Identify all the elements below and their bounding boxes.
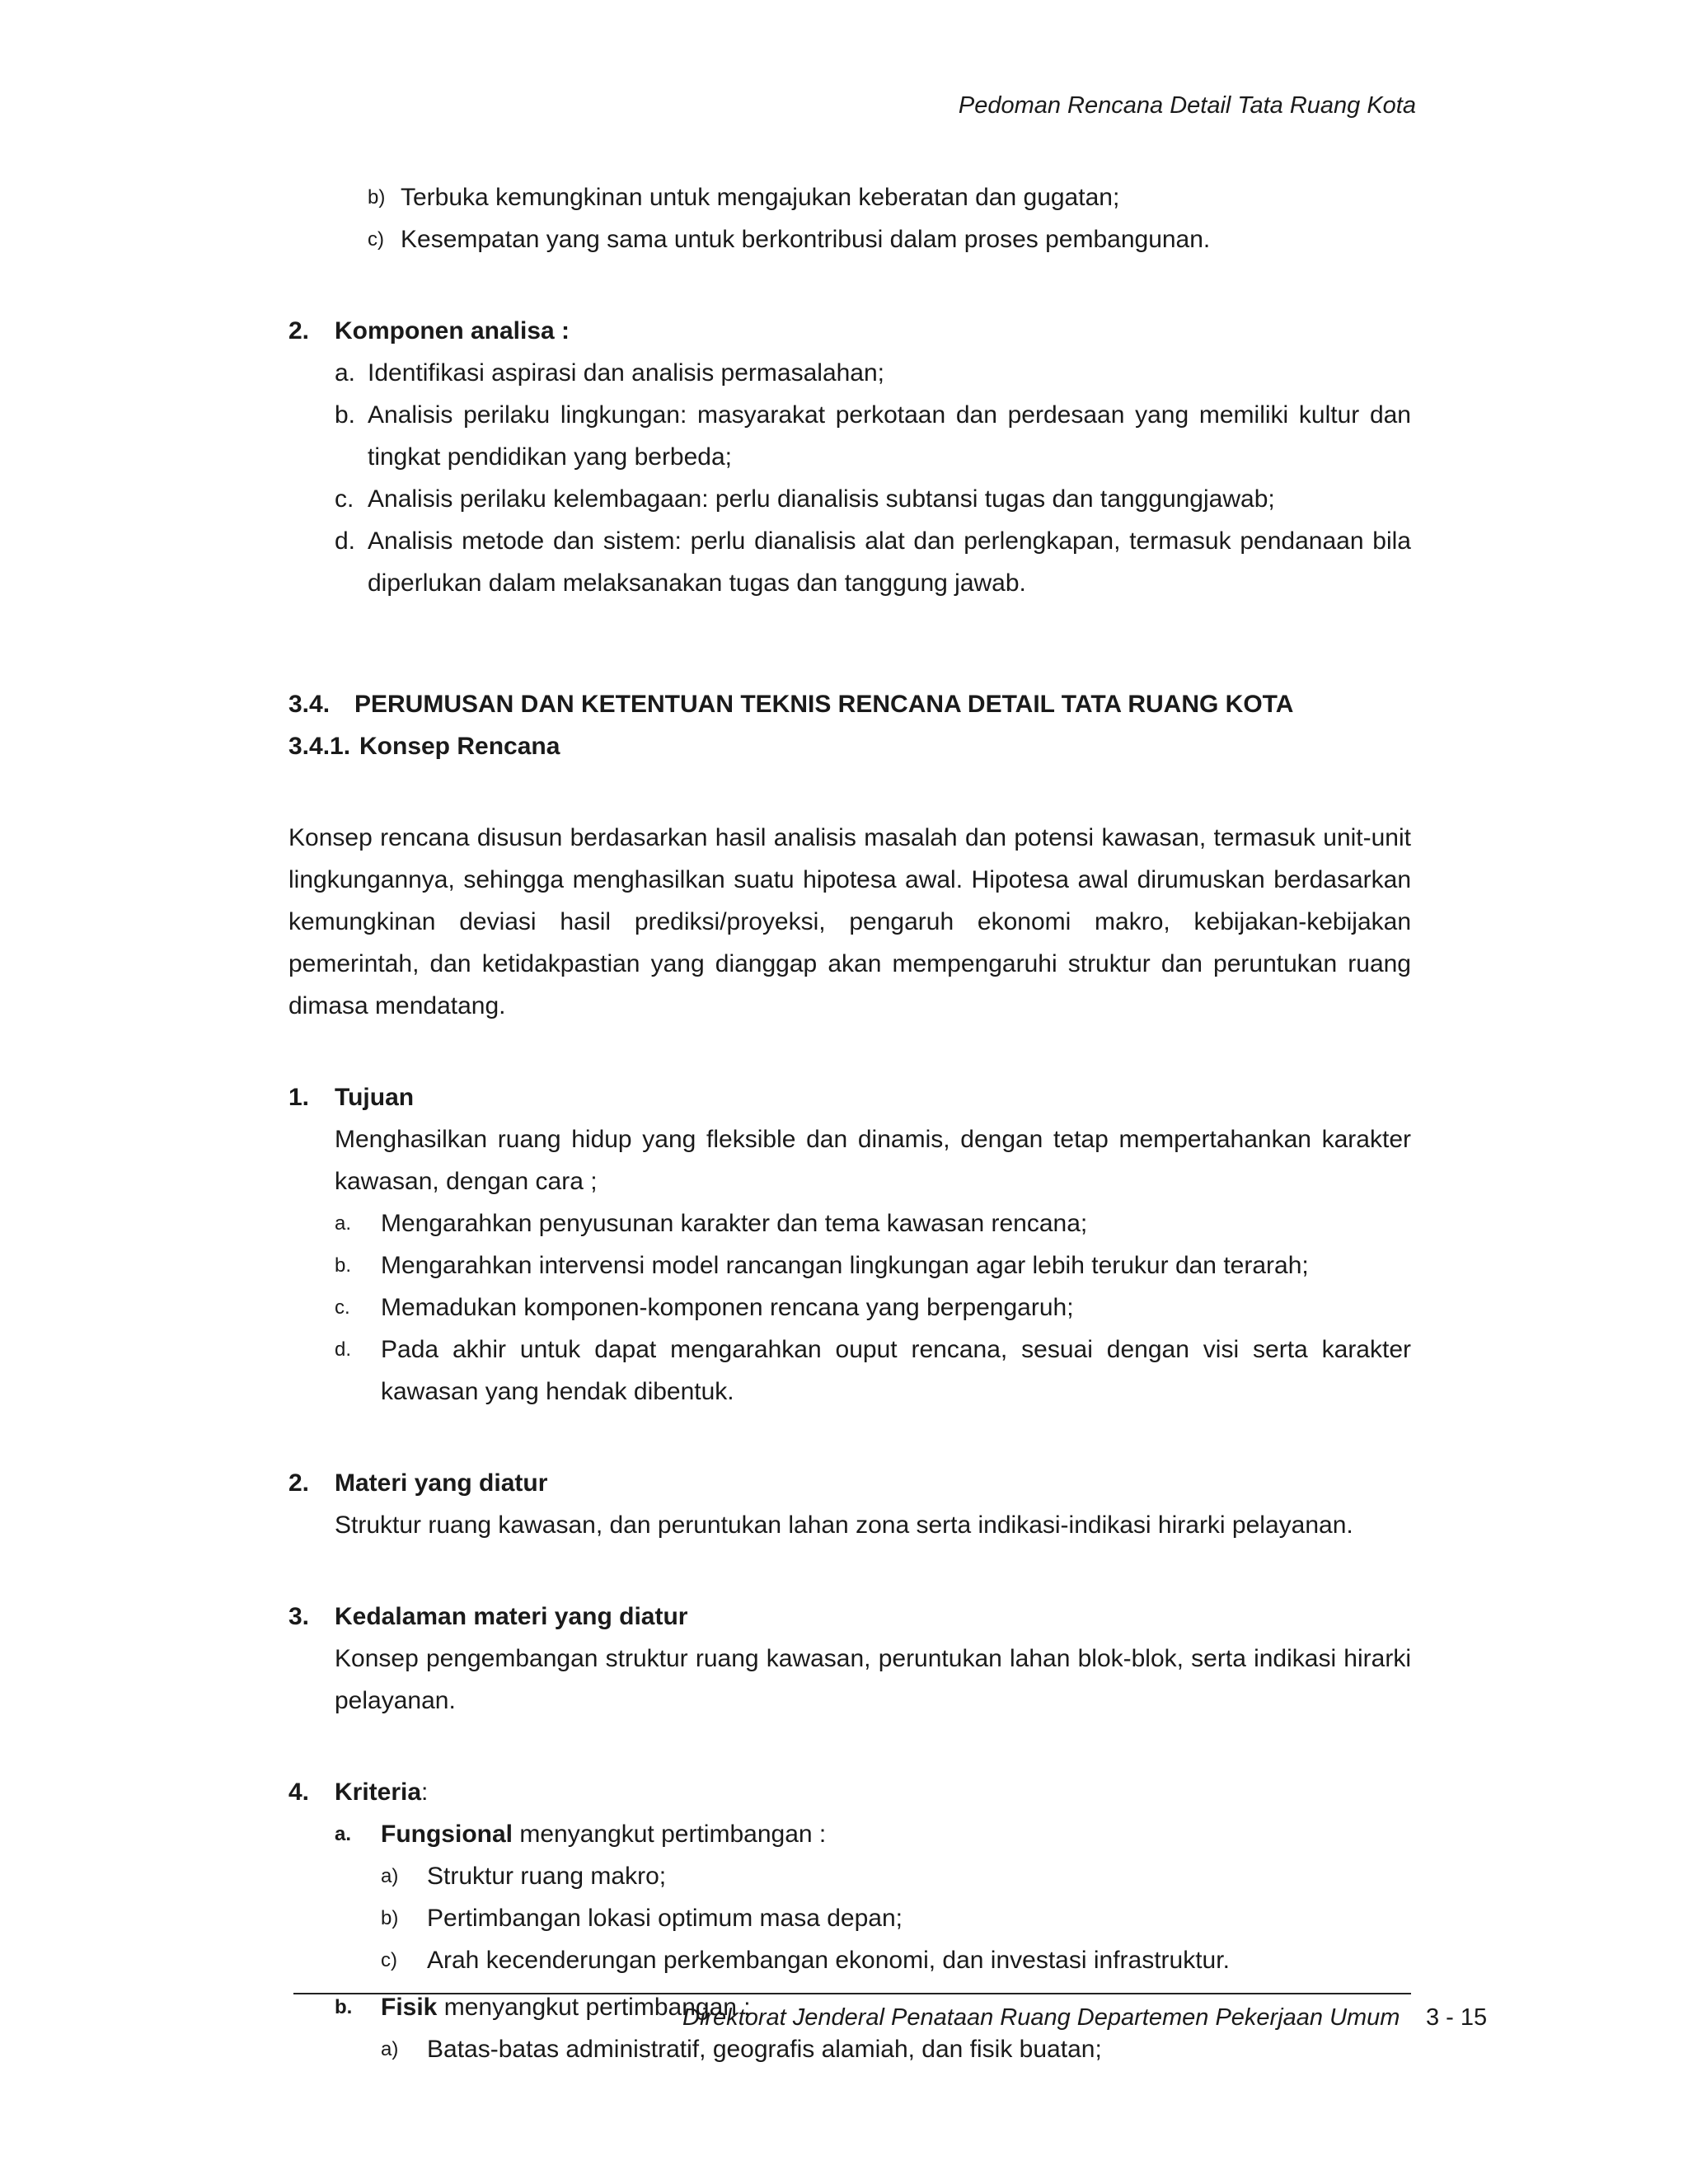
kedalaman-body: Konsep pengembangan struktur ruang kawasan, peruntukan lahan blok-blok, serta indikasi hirarki pelayanan. <box>335 1645 1411 1714</box>
page-content <box>288 176 1411 2070</box>
criteria-rest: menyangkut pertimbangan : <box>437 1994 751 2021</box>
section-title: PERUMUSAN DAN KETENTUAN TEKNIS RENCANA DETAIL TATA RUANG KOTA <box>354 691 1294 718</box>
subsection-title: Konsep Rencana <box>359 733 560 760</box>
running-footer: Direktorat Jenderal Penataan Ruang Departemen Pekerjaan Umum <box>682 2004 1400 2031</box>
list-text: Analisis perilaku kelembagaan: perlu dianalisis subtansi tugas dan tanggungjawab; <box>368 485 1275 513</box>
spacer <box>288 604 1411 663</box>
list-item <box>335 1329 1411 1413</box>
intro-paragraph: Konsep rencana disusun berdasarkan hasil analisis masalah dan potensi kawasan, termasuk unit-unit lingkungannya, sehingga menghasilkan suatu hipotesa awal. Hipotesa awal dirumuskan berdasarkan kemungkinan deviasi hasil prediksi/proyeksi, pengaruh ekonomi makro, kebijakan-kebijakan pemerintah, dan ketidakpastian yang dianggap akan mempengaruhi struktur dan peruntukan ruang dimasa mendatang. <box>288 824 1411 1019</box>
section-number: 3.4. <box>288 691 331 718</box>
list-item <box>335 520 1411 604</box>
list-item <box>368 218 1411 260</box>
list-text: Pada akhir untuk dapat mengarahkan ouput rencana, sesuai dengan visi serta karakter kawasan yang hendak dibentuk. <box>381 1336 1411 1405</box>
list-text: Mengarahkan penyusunan karakter dan tema kawasan rencana; <box>381 1210 1088 1237</box>
page-number: 3 - 15 <box>1426 2004 1488 2031</box>
list-marker: b. <box>335 1254 352 1277</box>
list-text: Arah kecenderungan perkembangan ekonomi, dan investasi infrastruktur. <box>427 1947 1230 1974</box>
list-marker: b) <box>368 186 386 209</box>
list-text: Memadukan komponen-komponen rencana yang berpengaruh; <box>381 1294 1074 1321</box>
list-marker: b) <box>381 1907 399 1929</box>
heading-title: Kedalaman materi yang diatur <box>335 1603 688 1630</box>
spacer <box>288 1027 1411 1076</box>
list-text: Analisis metode dan sistem: perlu dianalisis alat dan perlengkapan, termasuk pendanaan bila diperlukan dalam melaksanakan tugas dan tanggung jawab. <box>368 527 1411 597</box>
heading-number: 2. <box>288 1469 310 1497</box>
heading-number: 4. <box>288 1779 310 1806</box>
materi-body: Struktur ruang kawasan, dan peruntukan lahan zona serta indikasi-indikasi hirarki pelayanan. <box>335 1511 1353 1539</box>
heading-number: 2. <box>288 317 310 344</box>
numbered-heading <box>288 1462 1411 1504</box>
list-item <box>335 1244 1411 1286</box>
spacer <box>288 767 1411 817</box>
heading-colon: : <box>421 1779 429 1806</box>
numbered-heading <box>288 1076 1411 1118</box>
criteria-label: Fisik <box>381 1994 438 2021</box>
list-marker: d. <box>335 1338 352 1361</box>
list-marker: c) <box>368 228 384 251</box>
list-marker: a. <box>335 359 356 387</box>
list-item <box>335 1286 1411 1329</box>
list-item <box>381 2028 1411 2070</box>
list-item <box>335 1202 1411 1244</box>
heading-number: 3. <box>288 1603 310 1630</box>
list-item <box>381 1855 1411 1897</box>
running-header: Pedoman Rencana Detail Tata Ruang Kota <box>958 92 1416 119</box>
list-marker: a) <box>381 1865 399 1887</box>
spacer <box>288 1722 1411 1771</box>
list-item <box>368 176 1411 218</box>
subsection-heading <box>288 725 1411 767</box>
list-text: Struktur ruang makro; <box>427 1863 667 1890</box>
criteria-rest: menyangkut pertimbangan : <box>513 1821 827 1848</box>
criteria-label: Fungsional <box>381 1821 513 1848</box>
heading-title: Kriteria <box>335 1779 422 1806</box>
list-marker: c. <box>335 1296 350 1319</box>
list-text: Batas-batas administratif, geografis alamiah, dan fisik buatan; <box>427 2036 1102 2063</box>
heading-title: Komponen analisa : <box>335 317 570 344</box>
list-item <box>335 352 1411 394</box>
numbered-heading <box>288 1771 1411 1813</box>
list-marker: d. <box>335 527 356 555</box>
subsection-number: 3.4.1. <box>288 733 351 760</box>
criteria-group <box>335 1813 1411 1855</box>
heading-number: 1. <box>288 1084 310 1111</box>
numbered-heading <box>288 310 1411 352</box>
list-marker: a. <box>335 1212 352 1235</box>
spacer <box>288 663 1411 683</box>
section-heading <box>288 683 1411 725</box>
numbered-heading <box>288 1596 1411 1638</box>
spacer <box>288 1413 1411 1462</box>
spacer <box>288 260 1411 310</box>
list-item <box>381 1939 1411 1981</box>
list-text: Mengarahkan intervensi model rancangan lingkungan agar lebih terukur dan terarah; <box>381 1252 1309 1279</box>
list-marker: c) <box>381 1949 397 1971</box>
list-item <box>335 394 1411 478</box>
list-text: Analisis perilaku lingkungan: masyarakat perkotaan dan perdesaan yang memiliki kultur dan tingkat pendidikan yang berbeda; <box>368 401 1411 471</box>
list-marker: b. <box>335 1996 353 2018</box>
list-marker: a) <box>381 2038 399 2060</box>
list-marker: c. <box>335 485 354 513</box>
list-text: Terbuka kemungkinan untuk mengajukan keberatan dan gugatan; <box>401 184 1120 211</box>
heading-title: Materi yang diatur <box>335 1469 548 1497</box>
list-text: Identifikasi aspirasi dan analisis permasalahan; <box>368 359 885 387</box>
list-marker: a. <box>335 1823 352 1845</box>
tujuan-body: Menghasilkan ruang hidup yang fleksible dan dinamis, dengan tetap mempertahankan karakter kawasan, dengan cara ; <box>335 1126 1411 1195</box>
list-text: Pertimbangan lokasi optimum masa depan; <box>427 1905 903 1932</box>
heading-title: Tujuan <box>335 1084 415 1111</box>
list-item <box>335 478 1411 520</box>
footer-divider <box>293 1993 1411 1994</box>
list-marker: b. <box>335 401 356 429</box>
list-item <box>381 1897 1411 1939</box>
spacer <box>288 1546 1411 1596</box>
list-text: Kesempatan yang sama untuk berkontribusi dalam proses pembangunan. <box>401 226 1211 253</box>
